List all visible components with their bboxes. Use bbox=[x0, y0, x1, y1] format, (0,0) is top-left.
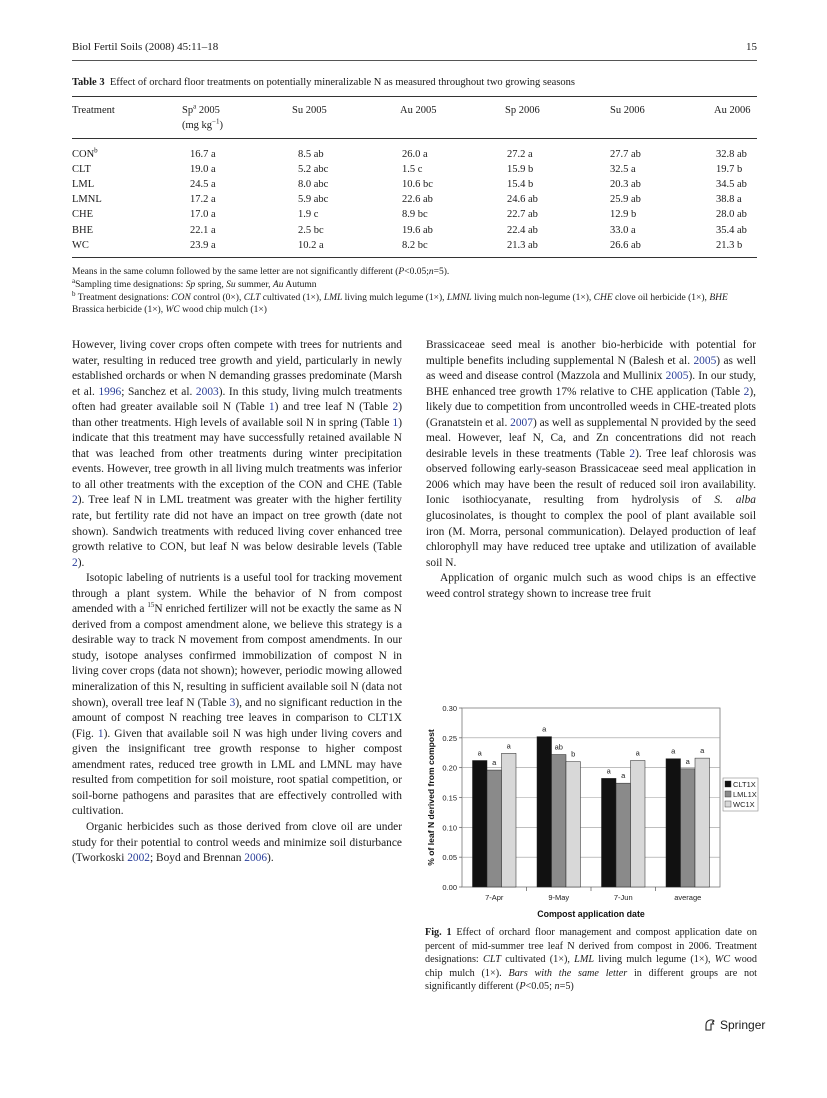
bar-wc1x bbox=[695, 758, 710, 887]
legend-swatch bbox=[725, 801, 731, 807]
journal-citation: Biol Fertil Soils (2008) 45:11–18 bbox=[72, 41, 219, 53]
table-cell: 19.7 b bbox=[716, 164, 743, 176]
bar-letter-label: a bbox=[685, 756, 690, 766]
header-rule bbox=[72, 60, 757, 61]
paragraph: Brassicaceae seed meal is another bio-herbicide with potential for multiple benefits including supplemental N (Balesh et al. 2005) as well as weed and disease control (Mazzola and Mullinix 2005). In our study, BHE enhanced tree growth 17% relative to CHE application (Table 2), likely due to competition from uncontrolled weeds in CHE-treated plots (Granatstein et al. 2007) as well as supplemental N provided by the seed meal. However, leaf N, Ca, and Zn concentrations did not reach desirable levels in these treatments (Table 2). Tree leaf chlorosis was observed following early-season Brassicaceae seed meal application in 2006 which may have been the result of reduced soil iron availability. Ionic isothiocyanate, resulting from hydrolysis of S. alba glucosinolates, is thought to complex the pool of plant available soil iron (M. Morra, personal communication). Delayed production of leaf chlorophyll may have reduced tree uptake and utilization of available soil N. bbox=[426, 339, 757, 569]
table-cell: 21.3 ab bbox=[507, 239, 538, 251]
col-header: Au 2006 bbox=[714, 105, 751, 116]
row-treatment-name: CON$^b$ bbox=[72, 146, 98, 160]
y-axis-label: % of leaf N derived from compost bbox=[426, 729, 436, 866]
bar-clt1x bbox=[602, 778, 617, 887]
y-tick-label: 0.20 bbox=[442, 763, 457, 773]
y-tick-label: 0.30 bbox=[442, 704, 457, 713]
table-cell: 1.5 c bbox=[402, 164, 423, 176]
bar-letter-label: a bbox=[621, 771, 626, 781]
table-cell: 24.6 ab bbox=[507, 194, 538, 206]
springer-horse-icon bbox=[703, 1018, 717, 1032]
col-header: Su 2005 bbox=[292, 105, 327, 116]
table-cell: 10.2 a bbox=[298, 239, 324, 251]
bar-lml1x bbox=[681, 769, 696, 887]
publisher-logo bbox=[703, 1018, 765, 1032]
table-cell: 20.3 ab bbox=[610, 179, 641, 191]
table-cell: 22.6 ab bbox=[402, 194, 433, 206]
bar-letter-label: a bbox=[700, 746, 705, 756]
table-cell: 1.9 c bbox=[298, 209, 319, 221]
table-cell: 26.6 ab bbox=[610, 239, 641, 251]
paragraph: However, living cover crops often compete with trees for nutrients and water, resulting in reduced tree growth and yield, particularly in newly established orchards or when N demanding grasses predominate (Marsh et al. 1996; Sanchez et al. 2003). In this study, living mulch treatments often had greater available soil N (Table 1) and tree leaf N (Table 2) than other treatments. High levels of available soil N in spring (Table 1) indicate that this treatment may have successfully retained available N that was leached from other treatments during winter precipitation events. However, tree growth in all living mulch treatments was inferior to all other treatments with the exception of the CON and CHE (Table 2). Tree leaf N in LML treatment was greater with the higher fertility rate, but fertility rate did not have an impact on tree growth (date not shown). Sandwich treatments with reduced living cover enhanced tree growth relative to CON, but leaf N was below desirable levels (Table 2). bbox=[72, 339, 403, 569]
y-tick-label: 0.25 bbox=[442, 733, 457, 743]
bar-chart bbox=[420, 700, 760, 925]
x-tick-label: average bbox=[674, 893, 702, 902]
legend-entry: CLT1X bbox=[733, 780, 756, 789]
table-cell: 38.8 a bbox=[716, 194, 742, 206]
table-cell: 33.0 a bbox=[610, 224, 636, 236]
right-column-text bbox=[426, 338, 756, 602]
row-treatment-name: CHE bbox=[72, 209, 93, 221]
row-treatment-name: BHE bbox=[72, 224, 93, 236]
table-bottom-rule bbox=[72, 257, 757, 258]
table-note-sampling: $^a$Sampling time designations: Sp spring, Su summer, Au Autumn bbox=[72, 276, 317, 290]
table-cell: 5.2 abc bbox=[298, 164, 329, 176]
table-cell: 35.4 ab bbox=[716, 224, 747, 236]
table-header-rule bbox=[72, 138, 757, 139]
y-tick-label: 0.00 bbox=[442, 883, 457, 892]
bar-clt1x bbox=[666, 759, 681, 887]
page-number: 15 bbox=[746, 41, 757, 53]
table-cell: 24.5 a bbox=[190, 179, 216, 191]
bar-letter-label: a bbox=[671, 746, 676, 756]
col-header: Su 2006 bbox=[610, 105, 645, 116]
bar-clt1x bbox=[473, 761, 488, 887]
table-cell: 19.0 a bbox=[190, 164, 216, 176]
row-treatment-name: LMNL bbox=[72, 194, 102, 206]
table-note-treatments: $^b$ Treatment designations: CON control (0×), CLT cultivated (1×), LML living mulch legume (1×), LMNL living mulch non-legume (1×), CHE clove oil herbicide (1×), BHE Brassica herbicide (1×), WC wood chip mulch (1×) bbox=[72, 289, 728, 316]
table-caption bbox=[72, 77, 575, 88]
table-cell: 16.7 a bbox=[190, 149, 216, 160]
row-treatment-name: LML bbox=[72, 179, 95, 191]
table-cell: 23.9 a bbox=[190, 239, 216, 251]
figure-caption: Fig. 1 Effect of orchard floor management and compost application date on percent of mid-summer tree leaf N derived from compost in 2006. Treatment designations: CLT cultivated (1×), LML living mulch legume (1×), WC wood chip mulch (1×). Bars with the same letter in different groups are not significantly different (P<0.05; n=5) bbox=[425, 927, 758, 993]
table-cell: 5.9 abc bbox=[298, 194, 329, 206]
table-cell: 15.9 b bbox=[507, 164, 534, 176]
legend-entry: LML1X bbox=[733, 790, 757, 799]
table-cell: 22.7 ab bbox=[507, 209, 538, 221]
bar-lml1x bbox=[552, 755, 567, 887]
table-cell: 32.8 ab bbox=[716, 149, 747, 160]
paragraph: Isotopic labeling of nutrients is a useful tool for tracking movement through a plant system. While the behavior of N from compost amended with a $^{15}$N enriched fertilizer will not be exactly the same as N derived from a compost amendment alone, we believe this strategy is a desirable way to track N movement from compost amendments. In our study, isotope analyses confirmed immobilization of compost N in living cover crops (data not shown); however, periodic mowing allowed mineralization of this N, resulting in sufficient available soil N (data not shown), overall tree leaf N (Table 3), and no significant reduction in the amount of compost N reaching tree leaves in comparison to CLT1X (Fig. 1). Given that available soil N was high under living covers and given the insignificant tree growth response to higher compost amendment rates, reduced tree growth in LML and LMNL may have resulted from competition for soil moisture, root spatial competition, or soil-borne pathogens and parasites that are effectively controlled with cultivation. bbox=[72, 572, 402, 818]
table-cell: 8.0 abc bbox=[298, 179, 329, 191]
table-cell: 19.6 ab bbox=[402, 224, 433, 236]
y-tick-label: 0.15 bbox=[442, 793, 457, 803]
bar-letter-label: a bbox=[606, 766, 611, 776]
bar-letter-label: a bbox=[635, 748, 640, 758]
table-cell: 22.4 ab bbox=[507, 224, 538, 236]
table-cell: 27.7 ab bbox=[610, 149, 641, 160]
bar-letter-label: a bbox=[492, 758, 497, 768]
table-cell: 25.9 ab bbox=[610, 194, 641, 206]
col-header: Sp 2006 bbox=[505, 105, 540, 116]
table-cell: 22.1 a bbox=[190, 224, 216, 236]
table-cell: 8.2 bc bbox=[402, 239, 428, 251]
bar-lml1x bbox=[616, 783, 631, 887]
x-tick-label: 7-Jun bbox=[613, 893, 633, 902]
row-treatment-name: CLT bbox=[72, 164, 91, 176]
paragraph: Application of organic mulch such as wood chips is an effective weed control strategy shown to increase tree fruit bbox=[426, 572, 756, 600]
bar-letter-label: b bbox=[571, 749, 576, 759]
bar-letter-label: a bbox=[506, 741, 511, 751]
legend-swatch bbox=[725, 781, 731, 787]
table-cell: 17.0 a bbox=[190, 209, 216, 221]
bar-wc1x bbox=[631, 761, 646, 887]
row-treatment-name: WC bbox=[72, 239, 89, 251]
bar-wc1x bbox=[502, 753, 517, 887]
y-tick-label: 0.10 bbox=[442, 823, 457, 833]
table-cell: 27.2 a bbox=[507, 149, 533, 160]
bar-letter-label: a bbox=[477, 748, 482, 758]
table-cell: 8.5 ab bbox=[298, 149, 324, 160]
publisher-name: Springer bbox=[720, 1018, 766, 1032]
bar-letter-label: a bbox=[542, 724, 547, 734]
table-top-rule bbox=[72, 96, 757, 97]
x-tick-label: 7-Apr bbox=[485, 893, 504, 902]
y-tick-label: 0.05 bbox=[442, 853, 457, 863]
legend-entry: WC1X bbox=[733, 800, 755, 809]
table-cell: 12.9 b bbox=[610, 209, 637, 221]
table-label: Table 3 bbox=[72, 77, 105, 88]
running-header bbox=[72, 41, 757, 53]
x-axis-label: Compost application date bbox=[537, 909, 645, 919]
table-note-significance: Means in the same column followed by the same letter are not significantly different (P<0.05;n=5). bbox=[72, 267, 450, 277]
bar-clt1x bbox=[537, 737, 552, 887]
bar-wc1x bbox=[566, 762, 581, 887]
table-cell: 34.5 ab bbox=[716, 179, 747, 191]
bar-letter-label: ab bbox=[554, 742, 563, 752]
legend-swatch bbox=[725, 791, 731, 797]
bar-lml1x bbox=[487, 770, 502, 887]
table-cell: 28.0 ab bbox=[716, 209, 747, 221]
table-caption-text: Effect of orchard floor treatments on potentially mineralizable N as measured throughout two growing seasons bbox=[109, 77, 576, 88]
paragraph: Organic herbicides such as those derived from clove oil are under study for their potential to control weeds and minimize soil disturbance (Tworkoski 2002; Boyd and Brennan 2006). bbox=[72, 820, 402, 865]
table-cell: 21.3 b bbox=[716, 239, 743, 251]
table-cell: 8.9 bc bbox=[402, 209, 428, 221]
col-header-treatment: Treatment bbox=[72, 105, 115, 116]
col-header-sp2005: Sp$^a$ 2005 (mg $kg^{-1}$) bbox=[182, 102, 223, 131]
left-column-text bbox=[72, 338, 402, 867]
col-header: Au 2005 bbox=[400, 105, 437, 116]
table-cell: 15.4 b bbox=[507, 179, 534, 191]
table-cell: 17.2 a bbox=[190, 194, 216, 206]
x-tick-label: 9-May bbox=[548, 893, 570, 902]
table-cell: 26.0 a bbox=[402, 149, 428, 160]
table-cell: 2.5 bc bbox=[298, 224, 324, 236]
table-cell: 10.6 bc bbox=[402, 179, 433, 191]
table-cell: 32.5 a bbox=[610, 164, 636, 176]
